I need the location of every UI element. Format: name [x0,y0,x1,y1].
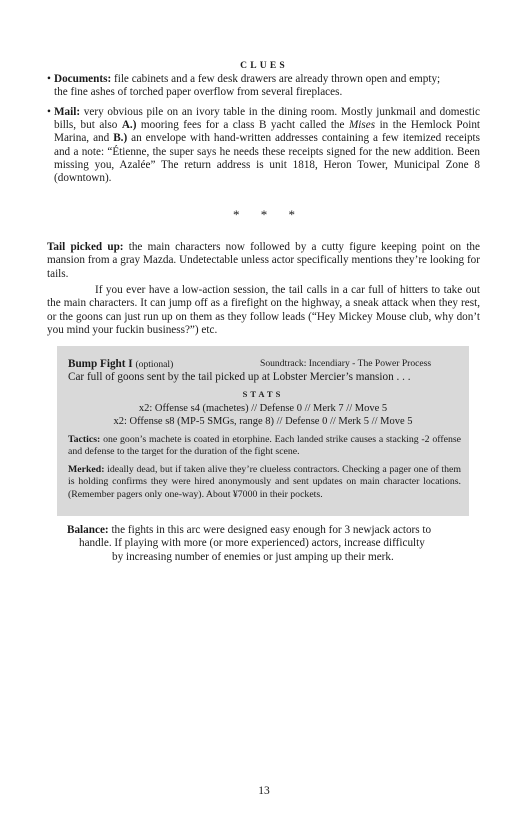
merked-text: ideally dead, but if taken alive they’re clueless contractors. Checking a pager one of them is holding confirms they were hired anonymously and sent updates on main character locations. (Remember pagers only one-way). About ¥7000 in their pockets. [68,464,462,500]
clue-documents-text-1: file cabinets and a few desk drawers are already thrown open and empty; [113,73,441,85]
fight-optional: (optional) [135,359,174,370]
clue-mail-a-label: A.) [121,119,137,132]
tactics-paragraph [68,434,461,459]
tail-text: the main characters now followed by a cutty figure keeping point on the mansion from a gray Mazda. Undetectable unless actor specifically mentions they’re looking for tails. [47,241,480,280]
balance-line-2: handle. If playing with more (or more experienced) actors, increase difficulty [79,537,425,550]
clue-mail-text-4: an envelope with hand-written addresses containing a few itemized receipts and a note: “Étienne, the super says he needs these receipts signed for the new addition. Been missing you, Azalée” The return address is unit 1818, Heron Tower, Municipal Zone 8 (downtown). [54,132,480,185]
merked-paragraph [68,464,461,501]
clue-documents-label: Documents: [54,73,112,85]
clue-documents-text-2: the fine ashes of torched paper overflow from several fireplaces. [54,86,343,99]
fight-title: Bump Fight I [68,358,133,370]
balance-paragraph [67,524,463,564]
section-separator: * * * [233,207,295,222]
merked-label: Merked: [68,464,105,475]
bullet-icon: • [47,106,51,118]
stat-line-2: x2: Offense s8 (MP-5 SMGs, range 8) // Defense 0 // Merk 5 // Move 5 [113,416,413,427]
fight-title-line [68,358,173,370]
clue-mail-text-3: in the Hemlock Point Marina, and [54,119,481,145]
tactics-text: one goon’s machete is coated in etorphine. Each landed strike causes a stacking -2 offense and defense to the target for the duration of the fight scene. [68,434,462,458]
clue-documents [47,73,480,99]
balance-line-1: the fights in this arc were designed easy enough for 3 newjack actors to [111,524,432,536]
tail-label: Tail picked up: [47,241,124,253]
yacht-name: Mises [348,119,376,132]
clue-mail [47,106,480,185]
clue-mail-b-label: B.) [113,132,128,145]
page-number: 13 [258,785,270,797]
fight-soundtrack: Soundtrack: Incendiary - The Power Process [260,358,432,369]
clue-mail-label: Mail: [54,106,81,118]
clues-heading: CLUES [240,61,288,71]
tail-paragraph-2: If you ever have a low-action session, the tail calls in a car full of hitters to take out the main characters. It can jump off as a firefight on the highway, a sneak attack when they rest, or the goons can just run up on them as they follow leads (“Hey Mickey Mouse club, why don’t you mind your fuckin business?”) etc. [47,284,480,336]
fight-subtitle: Car full of goons sent by the tail picked up at Lobster Mercier’s mansion . . . [68,371,411,383]
balance-label: Balance: [67,524,109,536]
clue-mail-text-2: mooring fees for a class B yacht called the [140,119,345,132]
fight-box [57,346,469,516]
balance-line-3: by increasing number of enemies or just amping up their merk. [112,550,394,563]
clue-mail-text-1: very obvious pile on an ivory table in the dining room. Mostly junkmail and domestic bills, but also [54,106,480,132]
tail-paragraph [47,241,480,281]
stat-line-1: x2: Offense s4 (machetes) // Defense 0 // Merk 7 // Move 5 [138,403,388,414]
bullet-icon: • [47,73,51,85]
tactics-label: Tactics: [68,434,101,445]
stats-heading: STATS [242,389,284,399]
